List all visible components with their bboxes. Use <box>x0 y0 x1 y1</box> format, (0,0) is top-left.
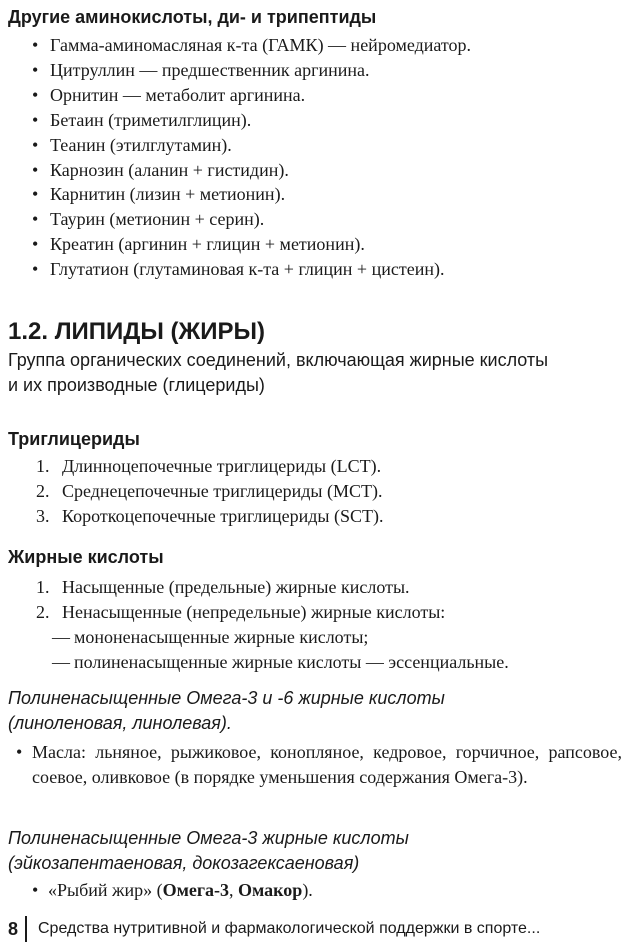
omega-3-title-line-1: Полиненасыщенные Омега-3 жирные кислоты <box>8 828 409 848</box>
list-item-number: 1. <box>36 456 50 476</box>
unsaturated-subtypes-list <box>52 625 509 675</box>
amino-acid-list <box>32 33 471 282</box>
fish-oil-lead: «Рыбий жир» ( <box>48 880 163 900</box>
list-item-text: Насыщенные (предельные) жирные кислоты. <box>62 577 410 597</box>
bullet-icon: • <box>32 880 39 900</box>
list-item: • Карнозин (аланин + гистидин). <box>32 158 471 183</box>
oils-bullet <box>16 740 622 789</box>
fish-oil-tail: ). <box>302 880 313 900</box>
fish-oil-brand-omacor: Омакор <box>238 880 303 900</box>
chapter-heading-lipids: 1.2. ЛИПИДЫ (ЖИРЫ) <box>8 318 265 345</box>
fish-oil-separator: , <box>229 880 239 900</box>
list-item-number: 2. <box>36 601 50 622</box>
list-item: • Орнитин — метаболит аргинина. <box>32 83 471 108</box>
omega-3-6-title-line-1: Полиненасыщенные Омега-3 и -6 жирные кислоты <box>8 688 445 708</box>
footer-divider <box>25 916 27 942</box>
list-item: — полиненасыщенные жирные кислоты — эссенциальные. <box>52 650 509 675</box>
list-item <box>36 504 384 529</box>
triglycerides-list <box>36 454 384 529</box>
list-item-number: 3. <box>36 505 50 526</box>
list-item: • Карнитин (лизин + метионин). <box>32 182 471 207</box>
list-item-text: Длинноцепочечные триглицериды (LCT). <box>62 456 382 476</box>
list-item-text: Короткоцепочечные триглицериды (SCT). <box>62 505 384 526</box>
list-item: • Глутатион (глутаминовая к-та + глицин + цистеин). <box>32 257 471 282</box>
list-item: • Таурин (метионин + серин). <box>32 207 471 232</box>
list-item <box>36 600 445 625</box>
list-item: • Теанин (этилглутамин). <box>32 133 471 158</box>
list-item: • Креатин (аргинин + глицин + метионин). <box>32 232 471 257</box>
subheading-fatty-acids: Жирные кислоты <box>8 547 164 567</box>
list-item: • Бетаин (триметилглицин). <box>32 108 471 133</box>
list-item-number: 1. <box>36 577 50 597</box>
page-number: 8 <box>8 919 19 939</box>
list-item <box>36 454 384 479</box>
list-item <box>36 575 445 600</box>
omega-3-title-line-2: (эйкозапентаеновая, докозагексаеновая) <box>8 853 360 873</box>
fish-oil-brand-omega3: Омега-3 <box>162 880 230 900</box>
list-item <box>36 479 384 504</box>
bullet-icon: • <box>16 742 23 762</box>
fatty-acids-list <box>36 575 445 625</box>
lipids-description-line-1: Группа органических соединений, включающая жирные кислоты <box>8 350 549 370</box>
list-item: • Гамма-аминомасляная к-та (ГАМК) — нейромедиатор. <box>32 33 471 58</box>
oils-text: Масла: льняное, рыжиковое, конопляное, кедровое, горчичное, рапсовое, соевое, оливковое (в порядке уменьшения содержания Омега-3). <box>32 742 622 787</box>
list-item: • Цитруллин — предшественник аргинина. <box>32 58 471 83</box>
omega-3-6-title-line-2: (линоленовая, линолевая). <box>8 713 232 733</box>
fish-oil-bullet <box>32 878 313 902</box>
list-item-text: Ненасыщенные (непредельные) жирные кислоты: <box>62 601 446 622</box>
subheading-triglycerides: Триглицериды <box>8 429 140 449</box>
lipids-description-line-2: и их производные (глицериды) <box>8 375 265 395</box>
list-item-number: 2. <box>36 480 50 501</box>
page-footer <box>0 913 632 943</box>
list-item-text: Среднецепочечные триглицериды (MCT). <box>62 480 383 501</box>
list-item: — мононенасыщенные жирные кислоты; <box>52 625 509 650</box>
running-title: Средства нутритивной и фармакологической поддержки в спорте... <box>38 920 541 937</box>
section-heading-amino-acids: Другие аминокислоты, ди- и трипептиды <box>8 7 377 27</box>
